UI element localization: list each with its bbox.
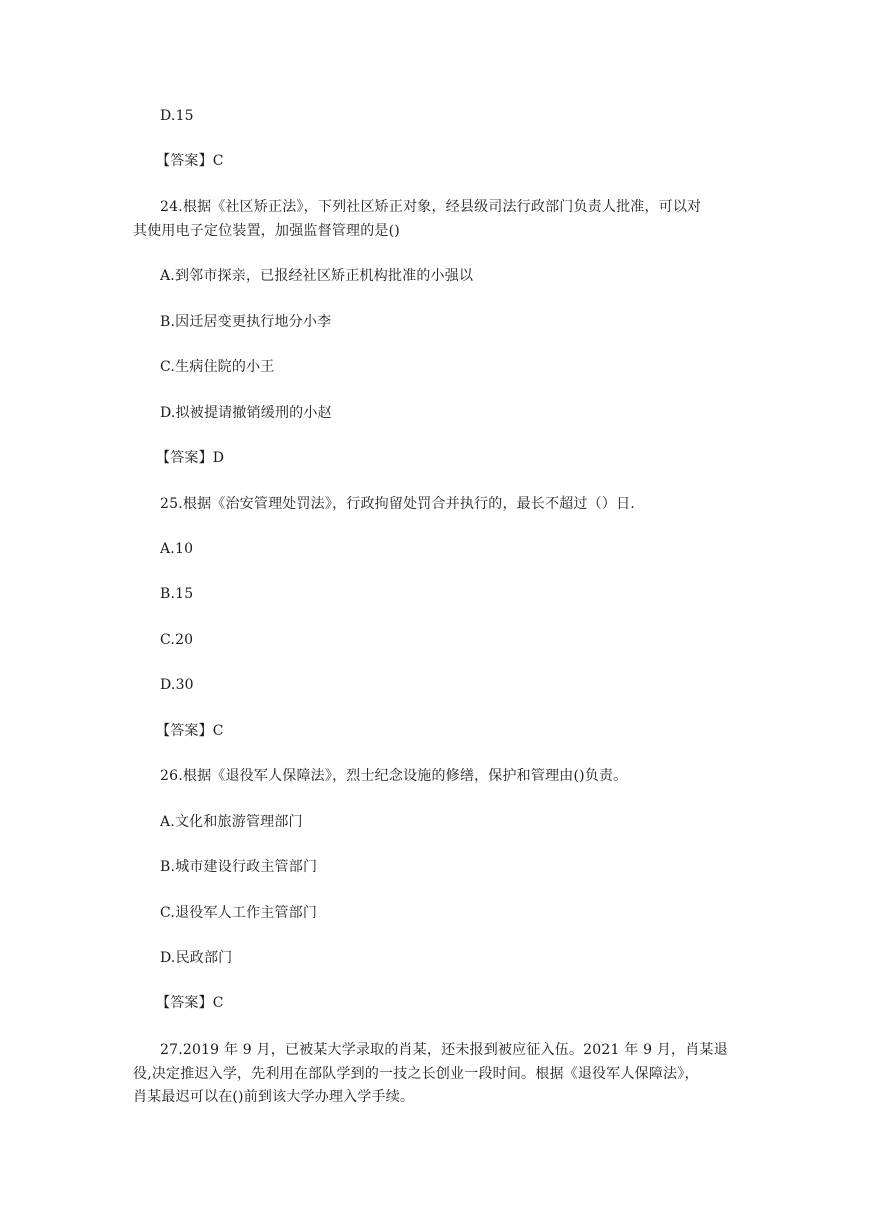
q26-option-c: C.退役军人工作主管部门 [160,905,318,921]
q24-stem-line1: 24.根据《社区矫正法》，下列社区矫正对象，经县级司法行政部门负责人批准，可以对 [160,199,702,215]
q26-option-b: B.城市建设行政主管部门 [160,859,318,875]
q23-option-d: D.15 [160,108,194,124]
q27-stem-line3: 肖某最迟可以在()前到该大学办理入学手续。 [133,1089,415,1105]
q25-option-d: D.30 [160,677,194,693]
q24-answer: 【答案】D [156,450,225,466]
q25-stem-line1: 25.根据《治安管理处罚法》，行政拘留处罚合并执行的，最长不超过（）日. [160,496,635,512]
q26-answer: 【答案】C [156,995,224,1011]
q25-answer: 【答案】C [156,723,224,739]
q26-option-d: D.民政部门 [160,950,233,966]
q24-option-a: A.到邻市探亲，已报经社区矫正机构批准的小强以 [160,268,474,284]
q25-option-b: B.15 [160,586,194,602]
q27-stem-line2: 役,决定推迟入学，先利用在部队学到的一技之长创业一段时间。根据《退役军人保障法》， [133,1066,699,1082]
q27-stem-line1: 27.2019 年 9 月，已被某大学录取的肖某，还未报到被应征入伍。2021 年 9 月，肖某退 [160,1042,728,1058]
q24-option-d: D.拟被提请撤销缓刑的小赵 [160,405,332,421]
q23-answer: 【答案】C [156,153,224,169]
q25-option-c: C.20 [160,632,194,648]
q24-stem-line2: 其使用电子定位装置，加强监督管理的是() [133,223,400,239]
q24-option-c: C.生病住院的小王 [160,359,275,375]
q24-option-b: B.因迁居变更执行地分小李 [160,314,332,330]
q25-option-a: A.10 [160,541,194,557]
q26-option-a: A.文化和旅游管理部门 [160,814,303,830]
q26-stem-line1: 26.根据《退役军人保障法》，烈士纪念设施的修缮，保护和管理由()负责。 [160,768,628,784]
